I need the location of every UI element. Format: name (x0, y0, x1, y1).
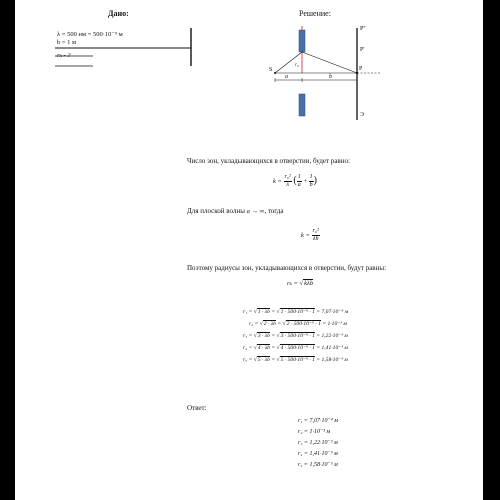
radius-expr: 1 · λb (257, 309, 270, 315)
lambda: λ (286, 182, 289, 188)
answer-item: r₄ = 1,41·10⁻³ м (298, 451, 338, 457)
label-b: b (329, 74, 332, 80)
denom-b: b (309, 182, 313, 188)
given-title: Дано: (108, 9, 129, 18)
given-find: rₖ - ? (57, 52, 71, 59)
label-s: S (269, 67, 273, 73)
radius-lhs: r₅ = (243, 357, 253, 363)
radius-num: 4 · 500·10⁻⁹ · 1 (280, 345, 315, 351)
radius-num: 5 · 500·10⁻⁹ · 1 (280, 357, 315, 363)
radius-num: 2 · 500·10⁻⁹ · 1 (286, 321, 321, 327)
zones-count-text: Число зон, укладывающихся в отверстии, будет равно: (187, 157, 350, 165)
answer-item: r₁ = 7,07·10⁻⁴ м (298, 418, 339, 424)
formula-k-plane (301, 228, 320, 243)
radius-expr: 5 · λb (257, 357, 270, 363)
label-r0: r₀ (295, 63, 299, 68)
solution-title: Решение: (299, 9, 331, 18)
radius-num: 3 · 500·10⁻⁹ · 1 (280, 333, 315, 339)
plane-wave-cond: a → ∞ (246, 208, 265, 215)
radius-result: = 1,22·10⁻³ м (316, 333, 348, 339)
answer-list (298, 417, 338, 472)
formula-rk: rₖ = √kλb (287, 280, 314, 287)
source-point (274, 72, 276, 74)
radii-list (243, 309, 348, 369)
radius-expr: 2 · λb (263, 321, 276, 327)
label-p2: P'' (360, 26, 366, 32)
one-b: 1 (309, 174, 313, 180)
radius-row: r₄ = √4 · λb = √4 · 500·10⁻⁹ · 1 = 1,41·10⁻³ м (243, 345, 348, 351)
radius-row: r₂ = √2 · λb = √2 · 500·10⁻⁹ · 1 = 1·10⁻³ м (249, 321, 347, 327)
r0-squared: r₀² (284, 174, 291, 180)
point-p (356, 72, 358, 74)
label-a: a (285, 74, 288, 80)
radius-num: 1 · 500·10⁻⁹ · 1 (280, 309, 315, 315)
fresnel-diagram (215, 20, 395, 125)
one-a: 1 (297, 174, 301, 180)
k-lhs-2: k = (301, 231, 310, 239)
aperture-bottom (299, 94, 305, 116)
document-page (15, 0, 483, 500)
lambda-b: λb (312, 236, 319, 242)
given-lambda: λ = 500 нм = 500·10⁻⁹ м (57, 31, 123, 38)
radius-expr: 3 · λb (257, 333, 270, 339)
radius-result: = 1,41·10⁻³ м (316, 345, 348, 351)
radius-expr: 4 · λb (257, 345, 270, 351)
rk-lhs: rₖ = (287, 280, 298, 287)
denom-a: a (297, 182, 301, 188)
answer-item: r₅ = 1,58·10⁻³ м (298, 462, 338, 468)
radii-text: Поэтому радиусы зон, укладывающихся в отверстии, будут равны: (187, 264, 387, 272)
radius-lhs: r₁ = (243, 309, 253, 315)
label-p: P (359, 66, 363, 72)
label-e: Э (360, 112, 364, 118)
rk-rad: kλb (304, 280, 314, 287)
r0-squared-2: r₀² (312, 228, 319, 234)
plane-wave-prefix: Для плоской волны (187, 207, 245, 215)
radius-row: r₁ = √1 · λb = √1 · 500·10⁻⁹ · 1 = 7,07·10⁻⁴ м (243, 309, 349, 315)
aperture-top (299, 30, 305, 52)
radius-result: = 1·10⁻³ м (322, 321, 347, 327)
answer-title: Ответ: (187, 404, 207, 412)
radius-result: = 1,58·10⁻³ м (316, 357, 348, 363)
radius-lhs: r₃ = (243, 333, 253, 339)
given-b: b = 1 м (57, 39, 77, 46)
radius-row: r₃ = √3 · λb = √3 · 500·10⁻⁹ · 1 = 1,22·10⁻³ м (243, 333, 348, 339)
formula-k: k = $\frac{\text{r₀²}}{\lambda}$ ( $\frac{1}{a}$ + $\frac{1}{b}$ ) (273, 174, 317, 188)
plane-wave-text (187, 207, 283, 215)
radius-lhs: r₄ = (243, 345, 253, 351)
k-lhs: k = (273, 177, 282, 185)
label-p1: P' (360, 47, 365, 53)
radius-row: r₅ = √5 · λb = √5 · 500·10⁻⁹ · 1 = 1,58·10⁻³ м (243, 357, 348, 363)
answer-item: r₂ = 1·10⁻³ м (298, 429, 331, 435)
radius-result: = 7,07·10⁻⁴ м (316, 309, 349, 315)
answer-item: r₃ = 1,22·10⁻³ м (298, 440, 338, 446)
plane-wave-suffix: , тогда (264, 207, 284, 215)
radius-lhs: r₂ = (249, 321, 259, 327)
